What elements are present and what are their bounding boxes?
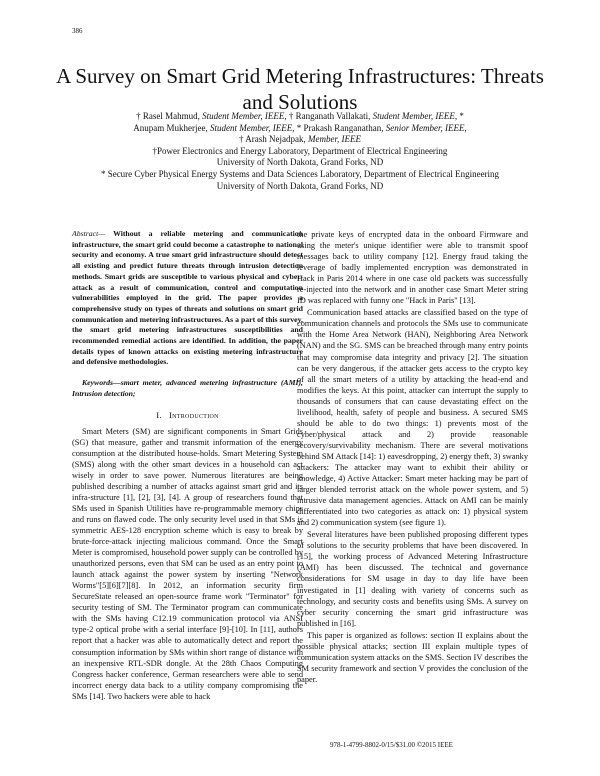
section-heading-introduction: I. Introduction: [156, 409, 219, 420]
author-block: [40, 111, 560, 192]
copyright-footer: 978-1-4799-8802-0/15/$31.00 ©2015 IEEE: [330, 741, 453, 749]
affiliation-2: * Secure Cyber Physical Energy Systems and Data Sciences Laboratory, Department of Electrical Engineering: [100, 168, 500, 179]
left-column: [72, 229, 303, 702]
intro-paragraph-4: This paper is organized as follows: section II explains about the possible physical attacks; section III explain multiple types of communication system attacks on the SMS. Section IV describes the SM security framework and section V provides the conclusion of the paper.: [297, 630, 528, 684]
author-line-1: † Rasel Mahmud, Student Member, IEEE, † Ranganath Vallakati, Student Member, IEEE, *: [136, 111, 464, 121]
paper-title: A Survey on Smart Grid Metering Infrastructures: Threats and Solutions: [56, 64, 544, 114]
abstract-text: Without a reliable metering and communication infrastructure, the smart grid could become a catastrophe to national security and economy. A true smart grid infrastructure should detect all existing and predict future threats through intrusion detection methods. Smart grids are susceptible to various physical and cyber-attack as a result of communication, control and computation vulnerabilities employed in the grid. The paper provides a comprehensive study on types of threats and solutions on smart grid communication and metering infrastructures. As a part of this survey, the smart grid metering infrastructures susceptibilities and recommended remedial actions are identified. In addition, the paper details types of known attacks on existing metering infrastructure and defensive methodologies.: [72, 229, 303, 367]
abstract: [72, 229, 303, 368]
affiliation-2-city: University of North Dakota, Grand Forks, ND: [216, 180, 384, 191]
affiliation-1: †Power Electronics and Energy Laboratory, Department of Electrical Engineering: [152, 145, 448, 156]
intro-paragraph-1: Smart Meters (SM) are significant components in Smart Grids (SG) that measure, gather and transmit information of the energy consumption at the distributed house-holds. Smart Metering System (SMS) along with the other smart devices in a household can act wisely in order to save power. Numerous literatures are being published describing a number of attacks against smart grid and its infra-structure [1], [2], [3], [4]. A group of researchers found that SMs used in Spanish Utilities have re-programmable memory chips and runs on flawed code. The only security level used in that SMs is symmetric AES-128 encryption scheme which is easy to break by brute-force-attack injecting malicious command. Once the Smart Meter is compromised, household power supply can be controlled by unauthorized persons, even that SM can be used as an entry point to launch attack against the power system by inserting "Network Worms"[5][6][7][8]. In 2012, an information security firm SecureState released an open-source frame work "Terminator" for security testing of SM. The Terminator program can communicate with the SMs having C12.19 communication protocol via ANSI type-2 optical probe with a serial interface [9]-[10]. In [11], authors report that a hacker was able to automatically detect and report the consumption information by SMs within short range of distance with an inexpensive RTL-SDR dongle. At the 28th Chaos Computing Congress hacker conference, German researchers were able to send incorrect energy data back to a utility company compromising the SMs [14]. Two hackers were able to hack: [72, 426, 303, 701]
author-line-2: Anupam Mukherjee, Student Member, IEEE, * Prakash Ranganathan, Senior Member, IEEE,: [133, 122, 467, 133]
keywords: Keywords—smart meter, advanced metering infrastructure (AMI), Intrusion detection;: [72, 378, 303, 398]
intro-paragraph-2: Communication based attacks are classified based on the type of communication channels and protocols the SMs use to communicate with the Home Area Network (HAN), Neighboring Area Network (NAN) and the SG. SMS can be breached through many entry points that may compromise data integrity and privacy [2]. The situation can be very dangerous, if the attacker gets access to the crypto key of all the smart meters of a utility by attacking the head-end and modifies the keys. At this point, attacker can interrupt the supply to thousands of consumers that can cause devastating effect on the livelihood, health, safety of people and business. A secured SMS should be able to do two things: 1) prevents most of the cyber/physical attack and 2) provide reasonable recovery/survivability mechanism. There are several motivations behind SM Attack [14]: 1) eavesdropping, 2) energy theft, 3) swanky attackers: The attacker may want to exhibit their ability or knowledge, 4) Active Attacker: Smart meter hacking may be part of larger blended terrorist attack on the whole power system, and 5) intrusive data management agencies. Attack on AMI can be mainly differentiated into two categories as attack on: 1) physical system and 2) communication system (see figure 1).: [297, 308, 528, 528]
intro-paragraph-3: Several literatures have been published proposing different types of solutions to the security problems that have been discovered. In [15], the working process of Advanced Metering Infrastructure (AMI) has been discussed. The technical and governance considerations for SM usage in day to day life have been investigated in [1] dealing with variety of concerns such as technology, and security costs and benefits using SMs. A survey on cyber security concerning the smart grid infrastructure was published in [16].: [297, 530, 528, 628]
right-column: [297, 229, 528, 685]
abstract-lead: Abstract—: [72, 229, 106, 238]
page-number: 386: [72, 27, 83, 35]
author-line-3: † Arash Nejadpak, Member, IEEE: [239, 134, 361, 145]
intro-paragraph-continued: the private keys of encrypted data in the onboard Firmware and using the meter's unique identifier were able to transmit spoof messages back to utility company [12]. Energy fraud taking the leverage of badly implemented encryption was demonstrated in Hack in Paris 2014 where in one case old packets was successfully re-injected into the network and in another case Smart Meter string ID was replaced with funny one "Hack in Paris" [13].: [297, 230, 528, 306]
affiliation-1-city: University of North Dakota, Grand Forks, ND: [216, 157, 384, 168]
